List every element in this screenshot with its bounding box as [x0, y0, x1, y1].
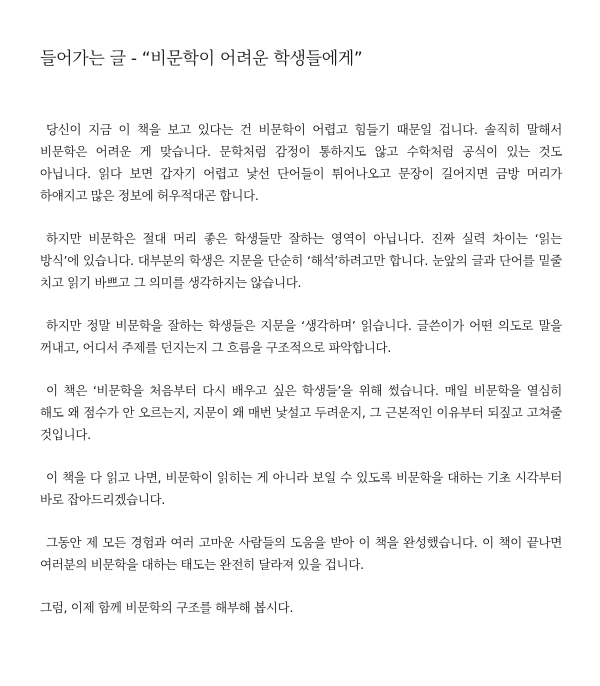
paragraph-5: 이 책을 다 읽고 나면, 비문학이 읽히는 게 아니라 보일 수 있도록 비문학을 대하는 기초 시각부터 바로 잡아드리겠습니다. [40, 470, 562, 507]
paragraph-4: 이 책은 ‘비문학을 처음부터 다시 배우고 싶은 학생들’을 위해 썼습니다. 매일 비문학을 열심히 해도 왜 점수가 안 오르는지, 지문이 왜 매번 낯설고 두려운지, 그 근본적인 이유부터 되짚고 고쳐줄 것입니다. [40, 383, 562, 442]
paragraph-6: 그동안 제 모든 경험과 여러 고마운 사람들의 도움을 받아 이 책을 완성했습니다. 이 책이 끝나면 여러분의 비문학을 대하는 태도는 완전히 달라져 있을 겁니다. [40, 535, 562, 572]
paragraph-7: 그럼, 이제 함께 비문학의 구조를 해부해 봅시다. [40, 600, 294, 615]
document-body [40, 119, 562, 640]
document-title: 들어가는 글 - “비문학이 어려운 학생들에게” [40, 49, 363, 69]
paragraph-3: 하지만 정말 비문학을 잘하는 학생들은 지문을 ‘생각하며’ 읽습니다. 글쓴이가 어떤 의도로 말을 꺼내고, 어디서 주제를 던지는지 그 흐름을 구조적으로 파악합니다. [40, 318, 562, 355]
paragraph-1: 당신이 지금 이 책을 보고 있다는 건 비문학이 어렵고 힘들기 때문일 겁니다. 솔직히 말해서 비문학은 어려운 게 맞습니다. 문학처럼 감정이 통하지도 않고 수학처럼 공식이 있는 것도 아닙니다. 읽다 보면 갑자기 어렵고 낯선 단어들이 튀어나오고 문장이 길어지면 금방 머리가 하얘지고 많은 정보에 허우적대곤 합니다. [40, 122, 562, 203]
paragraph-2: 하지만 비문학은 절대 머리 좋은 학생들만 잘하는 영역이 아닙니다. 진짜 실력 차이는 ‘읽는 방식’에 있습니다. 대부분의 학생은 지문을 단순히 ‘해석’하려고만 합니다. 눈앞의 글과 단어를 밑줄 치고 읽기 바쁘고 그 의미를 생각하지는 않습니다. [40, 231, 562, 290]
